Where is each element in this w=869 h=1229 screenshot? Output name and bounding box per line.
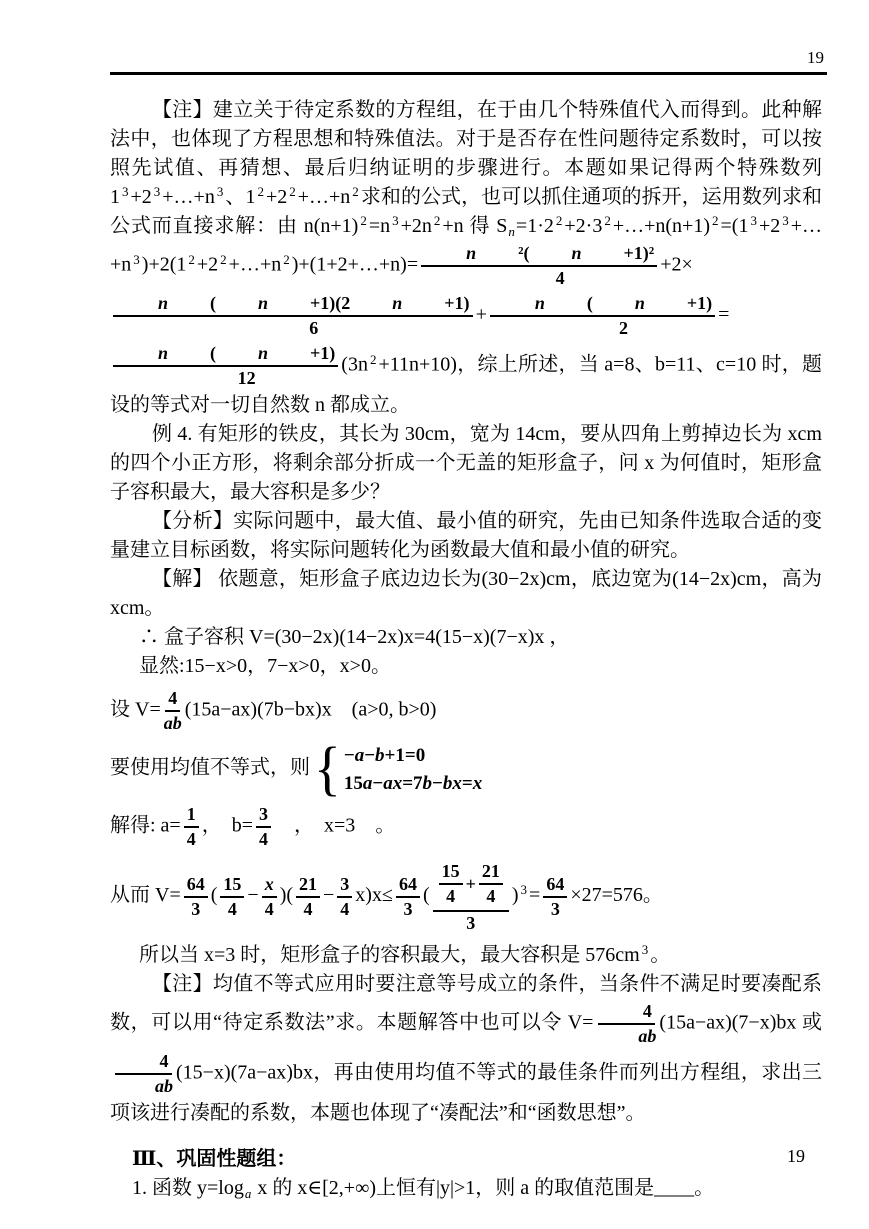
analysis-paragraph: 【分析】实际问题中，最大值、最小值的研究，先由已知条件选取合适的变量建立目标函数，将实际问题转化为函数最大值和最小值的研究。 (110, 510, 822, 561)
document-content (110, 96, 822, 1203)
fraction-numerator: n ( n +1) (113, 343, 338, 367)
fraction-numerator: n ²( n +1)² (421, 243, 657, 267)
fraction-numerator: 21 (479, 861, 503, 885)
fraction (296, 874, 320, 920)
superscript: 3 (782, 213, 789, 228)
superscript: 2 (283, 251, 290, 267)
fraction-denominator: 3 (191, 898, 201, 919)
example-4-statement: 例 4. 有矩形的铁皮，其长为 30cm，宽为 14cm，要从四角上剪掉边长为 xcm 的四个小正方形，将剩余部分折成一个无盖的矩形盒子，问 x 为何值时，矩形盒子容积最大，最大容积是多少？ (110, 423, 822, 503)
fraction-numerator: 64 (396, 874, 420, 898)
fraction (113, 1051, 173, 1097)
equation-system (314, 735, 483, 803)
problem-1: 1. 函数 $y=\log_a$ x 的 x∈[2,+∞)上恒有|y|>1，则 a 的取值范围是____。 (132, 1177, 715, 1201)
fraction (220, 874, 244, 920)
fraction (396, 874, 420, 920)
superscript: 2 (555, 213, 563, 228)
note-paragraph-2: 【注】均值不等式应用时要注意等号成立的条件，当条件不满足时要凑配系数，可以用“待定系数法”求。本题解答中也可以令 V= $\frac{4}{ab}$ (15a−ax)(7−x)bx 或 $\frac{4}{ab}$ (15−x)(7a−ax)bx，再由使用均值不等式的最佳条件而列出方程组，求出三项该进行凑配的系数，本题也体现了“凑配法”和“函数思想”。 (110, 973, 822, 1124)
footer-page-number: 19 (787, 1146, 805, 1166)
fraction (433, 859, 509, 934)
subscript: n (508, 224, 515, 239)
superscript: 2 (352, 184, 359, 199)
fraction-numerator: 15 (220, 874, 244, 898)
superscript: 3 (641, 942, 649, 957)
thus-v-line: 从而 V= $\frac{64}{3}$ ( $\frac{15}{4}$ − $\frac{x}{4}$ )( $\frac{21}{4}$ − $\frac{3}{4}$ x)x≤ $\frac{64}{3}$ ( $\frac{15}{4}$ + $\frac{21}{4}$ 3 ) $^3$ = $\frac{64}{3}$ ×27=576。 (110, 861, 663, 933)
fraction (164, 688, 182, 734)
fraction-numerator: 3 (256, 804, 271, 828)
fraction (113, 293, 473, 339)
set-v-line: 设 V= $\frac{4}{ab}$ (15a−ax)(7b−bx)x (a>0, b>0) (110, 688, 437, 733)
fraction (262, 874, 277, 920)
page-header (110, 48, 827, 75)
section-3-heading: Ⅲ、巩固性题组： (132, 1148, 297, 1170)
fraction-numerator: n ( n +1) (490, 293, 715, 317)
fraction-numerator: 1 (184, 804, 199, 828)
fraction-denominator: 4 (555, 268, 565, 288)
fraction (184, 874, 208, 920)
fraction-denominator: ab (163, 713, 182, 733)
fraction (596, 1001, 656, 1047)
fraction-numerator: 4 (115, 1051, 172, 1075)
fraction-numerator: 64 (543, 874, 567, 898)
superscript: 3 (153, 184, 161, 199)
header-rule (110, 72, 827, 75)
answer-blank: ____ (654, 1177, 695, 1199)
fraction (113, 343, 338, 389)
fraction (479, 861, 503, 907)
superscript: 3 (216, 184, 224, 199)
fraction (439, 861, 463, 907)
fraction-denominator: 2 (618, 318, 628, 338)
fraction-numerator: 4 (165, 688, 180, 712)
superscript: 3 (520, 882, 528, 898)
fraction-numerator: 21 (296, 874, 320, 898)
fraction-denominator: 4 (264, 898, 274, 919)
fraction-denominator: 4 (303, 898, 313, 919)
conclusion-line: 所以当 x=3 时，矩形盒子的容积最大，最大容积是 576cm $^3$ 。 (139, 942, 671, 966)
header-page-number: 19 (807, 48, 824, 67)
mean-inequality-line: 要使用均值不等式，则 { −a−b+1=0 15a−ax=7b−bx=x (110, 735, 483, 803)
page-footer (787, 1146, 805, 1166)
obvious-conditions-line: 显然:15−x>0，7−x>0，x>0。 (139, 655, 391, 677)
superscript: 2 (712, 213, 719, 228)
note-paragraph-1: 【注】建立关于待定系数的方程组，在于由几个特殊值代入而得到。此种解法中，也体现了方程思想和特殊值法。对于是否存在性问题待定系数时，可以按照先试值、再猜想、最后归纳证明的步骤进行。本题如果记得两个特殊数列1 $^3$ +2 $^3$ +…+n $^3$ 、1 $^2$ +2 $^2$ +…+n $^2$ 求和的公式，也可以抓住通项的拆开，运用数列求和公式而直接求解：由 n(n+1) $^2$ =n $^3$ +2n $^2$ +n 得 $S_n=1\cdot 2$ $^2$ +2·3 $^2$ +…+n(n+1) $^2$ =(1 $^3$ +2 $^3$ +…+n $^3$ )+2(1 $^2$ +2 $^2$ +…+n $^2$ )+(1+2+…+n)= n ²( n +1)² 4 +2× n ( n +1)(2 n +1) 6 + n ( n +1) 2 = n ( n +1) 12 (3n $^2$ +11n+10)，综上所述，当 a=8、b=11、c=10 时，题设的等式对一切自然数 n 都成立。 (110, 99, 823, 416)
fraction (490, 293, 715, 339)
equation-row: −a−b+1=0 (343, 744, 426, 766)
fraction (337, 874, 352, 920)
fraction (256, 804, 271, 850)
superscript: 3 (392, 213, 399, 228)
superscript: 3 (122, 184, 129, 199)
fraction-denominator: 12 (237, 368, 256, 388)
fraction-denominator: 3 (550, 898, 560, 919)
fraction-denominator: 4 (446, 886, 456, 906)
solution-paragraph: 【解】 依题意，矩形盒子底边边长为(30−2x)cm，底边宽为(14−2x)cm，高为xcm。 (110, 568, 822, 619)
superscript: 2 (604, 213, 611, 228)
equation-rows (344, 744, 482, 795)
subscript: a (244, 1186, 252, 1201)
equation-row: 15a−ax=7b−bx=x (343, 772, 483, 794)
superscript: 2 (257, 184, 264, 199)
fraction (543, 874, 567, 920)
solve-line: 解得: a= $\frac{1}{4}$ ， b= $\frac{3}{4}$ ， x=3 。 (110, 804, 396, 849)
superscript: 2 (188, 251, 195, 267)
fraction-denominator: 4 (340, 898, 350, 919)
fraction-numerator: $\frac{15}{4}$ + $\frac{21}{4}$ (433, 859, 509, 912)
fraction-numerator: 15 (439, 861, 463, 885)
fraction-denominator: ab (155, 1076, 173, 1096)
superscript: 2 (289, 184, 296, 199)
fraction-numerator: n ( n +1)(2 n +1) (113, 293, 473, 317)
volume-equation-line: ∴ 盒子容积 V=(30−2x)(14−2x)x=4(15−x)(7−x)x ， (139, 626, 570, 648)
fraction-numerator: 64 (184, 874, 208, 898)
fraction-denominator: ab (638, 1026, 657, 1046)
superscript: 2 (433, 213, 441, 228)
fraction-denominator: 6 (309, 318, 319, 338)
superscript: 2 (220, 251, 227, 267)
fraction-denominator: 4 (186, 829, 196, 849)
fraction (421, 243, 657, 289)
left-brace-icon: { (314, 735, 341, 803)
fraction-numerator: 3 (337, 874, 352, 898)
superscript: 2 (369, 351, 377, 367)
fraction-denominator: 4 (259, 829, 268, 849)
superscript: 3 (133, 251, 140, 267)
fraction (184, 804, 199, 850)
fraction-denominator: 3 (466, 913, 476, 933)
superscript: 2 (360, 213, 367, 228)
fraction-numerator: x (262, 874, 277, 898)
fraction-denominator: 3 (403, 898, 413, 919)
superscript: 3 (750, 213, 757, 228)
fraction-denominator: 4 (227, 898, 237, 919)
fraction-numerator: 4 (598, 1001, 655, 1025)
fraction-denominator: 4 (486, 886, 496, 906)
